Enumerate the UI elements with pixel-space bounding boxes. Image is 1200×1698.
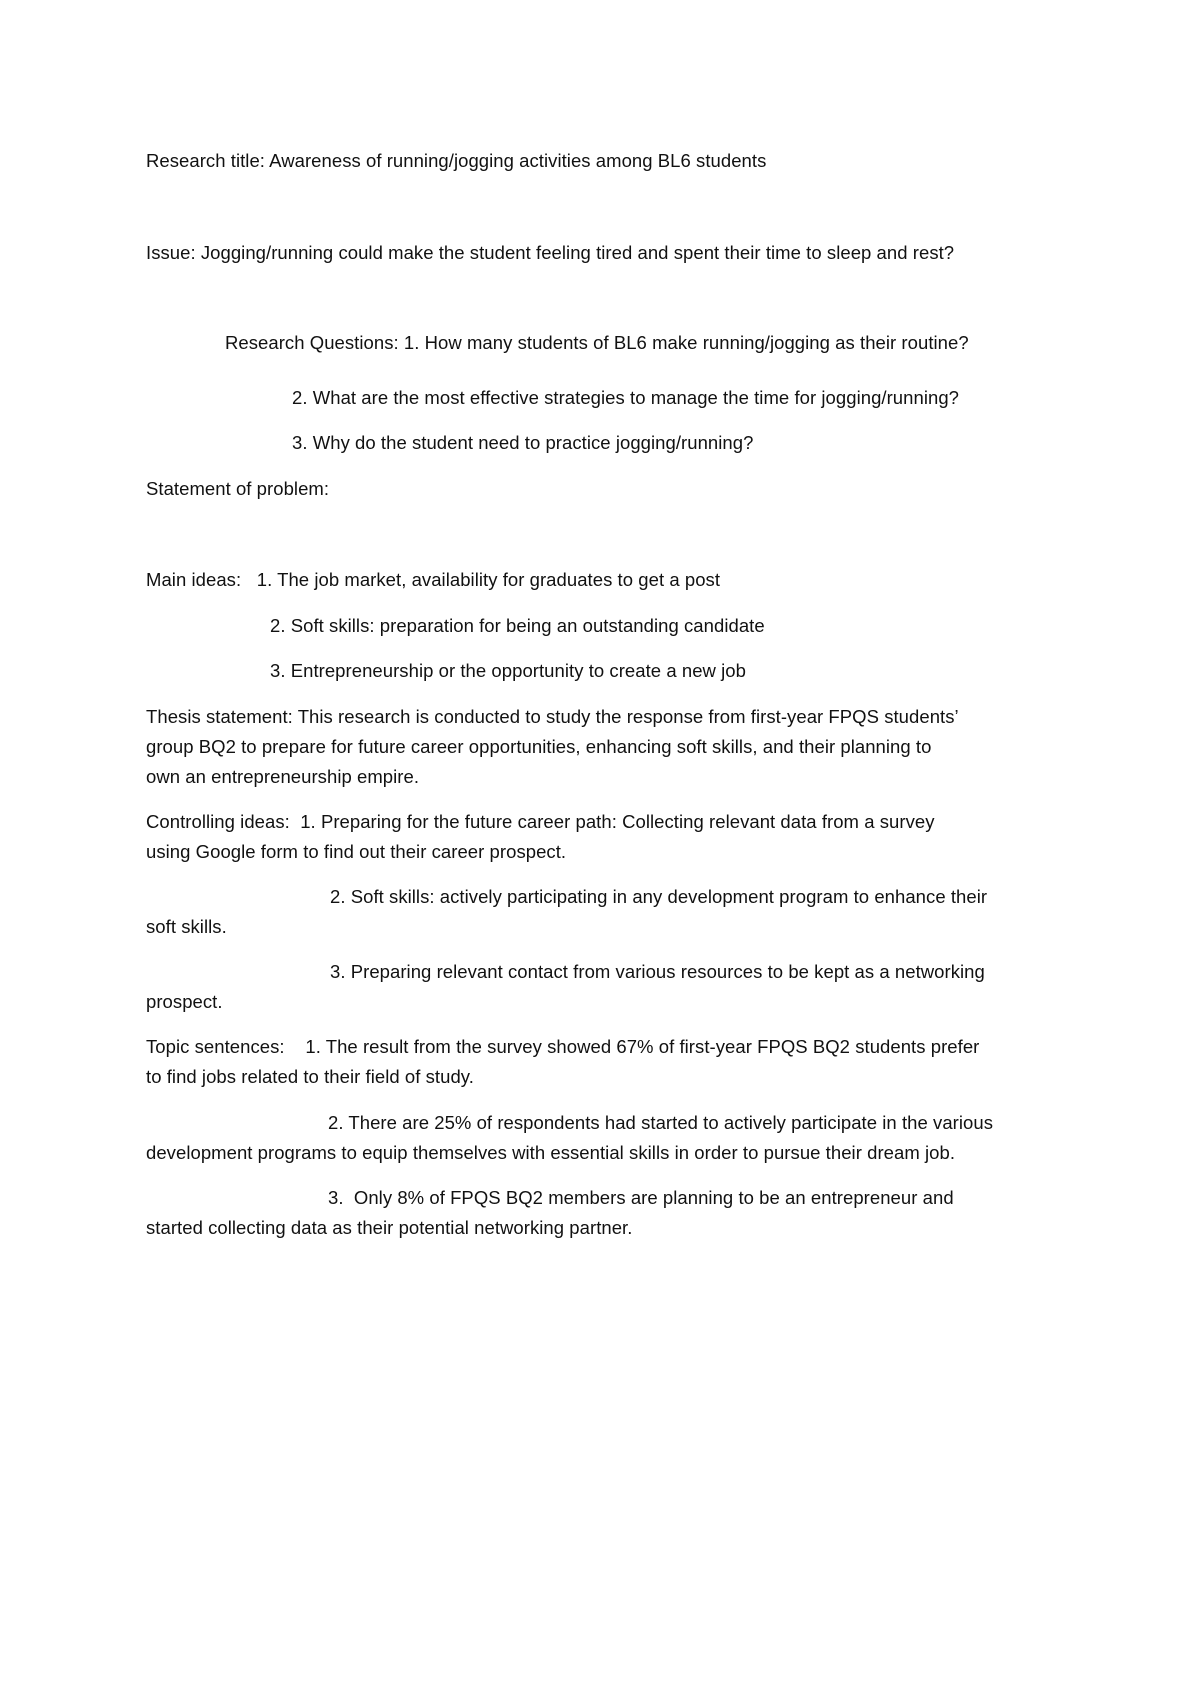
thesis-statement-line-2: group BQ2 to prepare for future career opportunities, enhancing soft skills, and their planning to <box>146 736 932 757</box>
main-idea-2: 2. Soft skills: preparation for being an outstanding candidate <box>270 615 765 636</box>
controlling-idea-3-line-1: 3. Preparing relevant contact from various resources to be kept as a networking <box>330 961 985 982</box>
controlling-idea-1-line-2: using Google form to find out their career prospect. <box>146 841 567 862</box>
research-title: Research title: Awareness of running/jogging activities among BL6 students <box>146 150 767 171</box>
statement-of-problem: Statement of problem: <box>146 478 330 499</box>
controlling-idea-3-line-2: prospect. <box>146 991 223 1012</box>
main-idea-1: Main ideas: 1. The job market, availability for graduates to get a post <box>146 569 721 590</box>
topic-sentence-3-line-1: 3. Only 8% of FPQS BQ2 members are planning to be an entrepreneur and <box>328 1187 954 1208</box>
topic-sentence-1-line-2: to find jobs related to their field of study. <box>146 1066 474 1087</box>
topic-sentence-1-line-1: Topic sentences: 1. The result from the survey showed 67% of first-year FPQS BQ2 students prefer <box>146 1036 980 1057</box>
thesis-statement-line-3: own an entrepreneurship empire. <box>146 766 420 787</box>
main-idea-3: 3. Entrepreneurship or the opportunity to create a new job <box>270 660 746 681</box>
topic-sentence-3-line-2: started collecting data as their potential networking partner. <box>146 1217 633 1238</box>
controlling-idea-2-line-2: soft skills. <box>146 916 227 937</box>
topic-sentence-2-line-1: 2. There are 25% of respondents had started to actively participate in the various <box>328 1112 994 1133</box>
controlling-idea-1-line-1: Controlling ideas: 1. Preparing for the future career path: Collecting relevant data from a survey <box>146 811 935 832</box>
research-question-3: 3. Why do the student need to practice jogging/running? <box>292 432 754 453</box>
research-question-1: Research Questions: 1. How many students of BL6 make running/jogging as their routine? <box>225 332 969 353</box>
issue-line: Issue: Jogging/running could make the student feeling tired and spent their time to sleep and rest? <box>146 242 955 263</box>
topic-sentence-2-line-2: development programs to equip themselves with essential skills in order to pursue their dream job. <box>146 1142 956 1163</box>
controlling-idea-2-line-1: 2. Soft skills: actively participating in any development program to enhance their <box>330 886 988 907</box>
thesis-statement-line-1: Thesis statement: This research is conducted to study the response from first-year FPQS students’ <box>146 706 959 727</box>
research-question-2: 2. What are the most effective strategies to manage the time for jogging/running? <box>292 387 959 408</box>
